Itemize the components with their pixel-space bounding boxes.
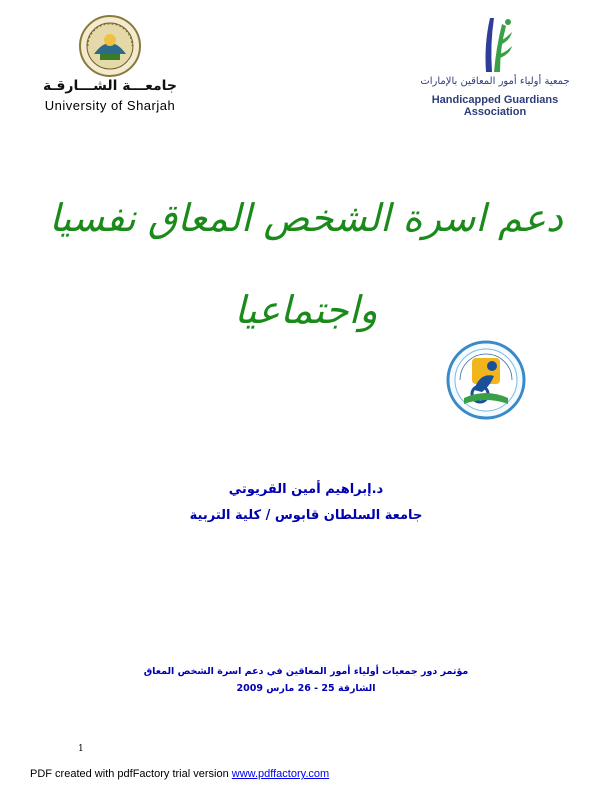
title-line-2: واجتماعيا [234, 288, 378, 332]
conference-title: مؤتمر دور جمعيات أولياء أمور المعاقين في دعم اسرة الشخص المعاق [143, 666, 469, 677]
university-name-arabic: جامعـــة الشـــارقـة [42, 78, 178, 94]
association-name-english: Handicapped Guardians Association [431, 94, 559, 118]
pdf-footer [30, 768, 329, 780]
conference-date: الشارقة 25 - 26 مارس 2009 [236, 683, 376, 694]
disability-emblem-icon [446, 328, 526, 432]
university-seal-icon [78, 14, 142, 78]
footer-text: PDF created with pdfFactory trial version [30, 768, 232, 780]
association-name-arabic: جمعية أولياء أمور المعاقين بالإمارات [420, 76, 570, 87]
author-name: د.إبراهيم أمين القريوتي [228, 482, 384, 497]
title-line-1: دعم اسرة الشخص المعاق نفسيا [49, 196, 563, 240]
author-affiliation: جامعة السلطان قابوس / كلية التربية [189, 508, 423, 523]
university-name-english: University of Sharjah [44, 98, 176, 113]
pdffactory-link[interactable]: www.pdffactory.com [231, 768, 330, 780]
association-logo [405, 14, 585, 118]
university-logo [30, 14, 190, 118]
association-mark-icon [480, 14, 514, 74]
page-number: 1 [78, 744, 84, 754]
